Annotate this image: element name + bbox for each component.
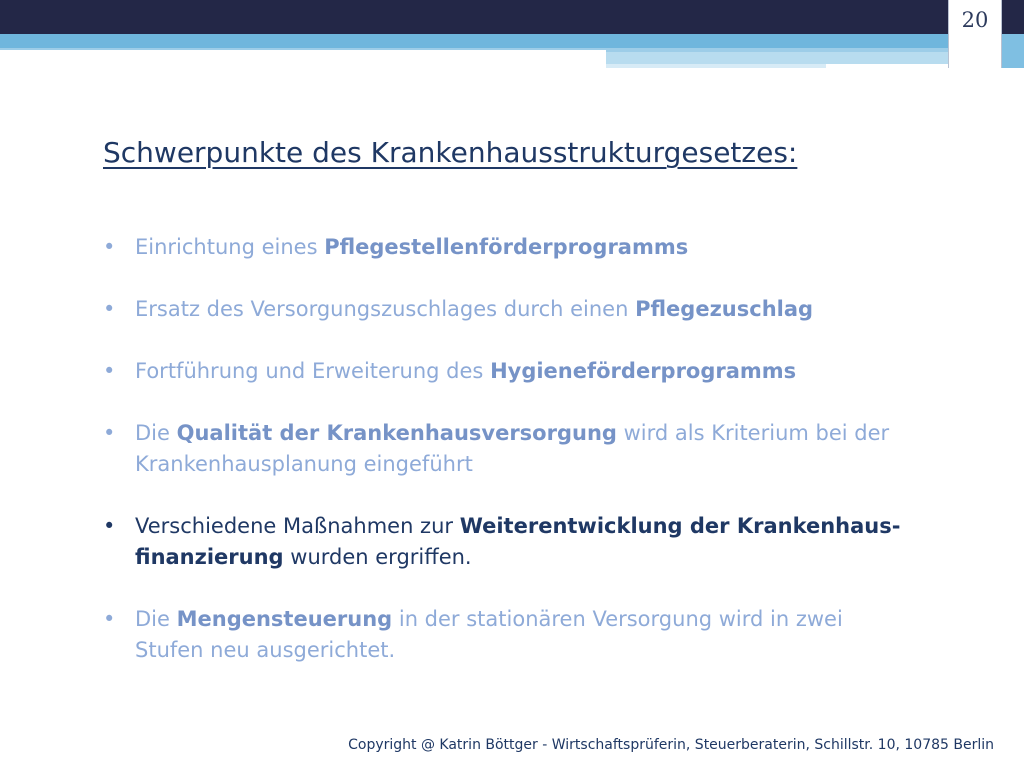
decor-stripe: [0, 50, 606, 58]
bullet-emphasis: Weiterentwicklung der Krankenhaus-finanzierung: [135, 514, 901, 569]
decor-stripe: [606, 52, 948, 64]
bullet-text: Die: [135, 607, 177, 631]
bullet-icon: •: [103, 421, 116, 445]
bullet-text: wurden ergriffen.: [283, 545, 472, 569]
bullet-text: wird als Kriterium bei der Krankenhausplanung eingeführt: [135, 421, 890, 476]
bullet-emphasis: Pflegestellenförderprogramms: [324, 235, 689, 259]
top-band: [0, 0, 1024, 34]
bullet-icon: •: [103, 514, 116, 538]
bullet-icon: •: [103, 235, 116, 259]
bullet-item: [103, 232, 903, 263]
slide-title: Schwerpunkte des Krankenhausstrukturgesetzes:: [103, 136, 798, 169]
bullet-emphasis: Pflegezuschlag: [635, 297, 814, 321]
bullet-item: [103, 294, 903, 325]
bullet-emphasis: Mengensteuerung: [176, 607, 393, 631]
bullet-text: in der stationären Versorgung wird in zwei Stufen neu ausgerichtet.: [135, 607, 843, 662]
bullet-icon: •: [103, 297, 116, 321]
bullet-icon: •: [103, 607, 116, 631]
bullet-text: Einrichtung eines: [135, 235, 325, 259]
decor-stripe: [0, 34, 1024, 48]
bullet-list: [103, 232, 903, 697]
bullet-text: Die: [135, 421, 177, 445]
bullet-icon: •: [103, 359, 116, 383]
slide-number: 20: [961, 8, 989, 32]
decor-stripe: [606, 64, 826, 68]
bullet-item: [103, 604, 903, 666]
bullet-emphasis: Qualität der Krankenhausversorgung: [176, 421, 617, 445]
bullet-item-active: [103, 511, 903, 573]
bullet-item: [103, 356, 903, 387]
bullet-text: Verschiedene Maßnahmen zur: [135, 514, 460, 538]
decor-stripe: [1002, 34, 1024, 68]
bullet-text: Fortführung und Erweiterung des: [135, 359, 491, 383]
copyright-footer: Copyright @ Katrin Böttger - Wirtschaftsprüferin, Steuerberaterin, Schillstr. 10, 10785 Berlin: [348, 737, 994, 753]
bullet-text: Ersatz des Versorgungszuschlages durch einen: [135, 297, 636, 321]
bullet-item: [103, 418, 903, 480]
bullet-emphasis: Hygieneförderprogramms: [490, 359, 797, 383]
